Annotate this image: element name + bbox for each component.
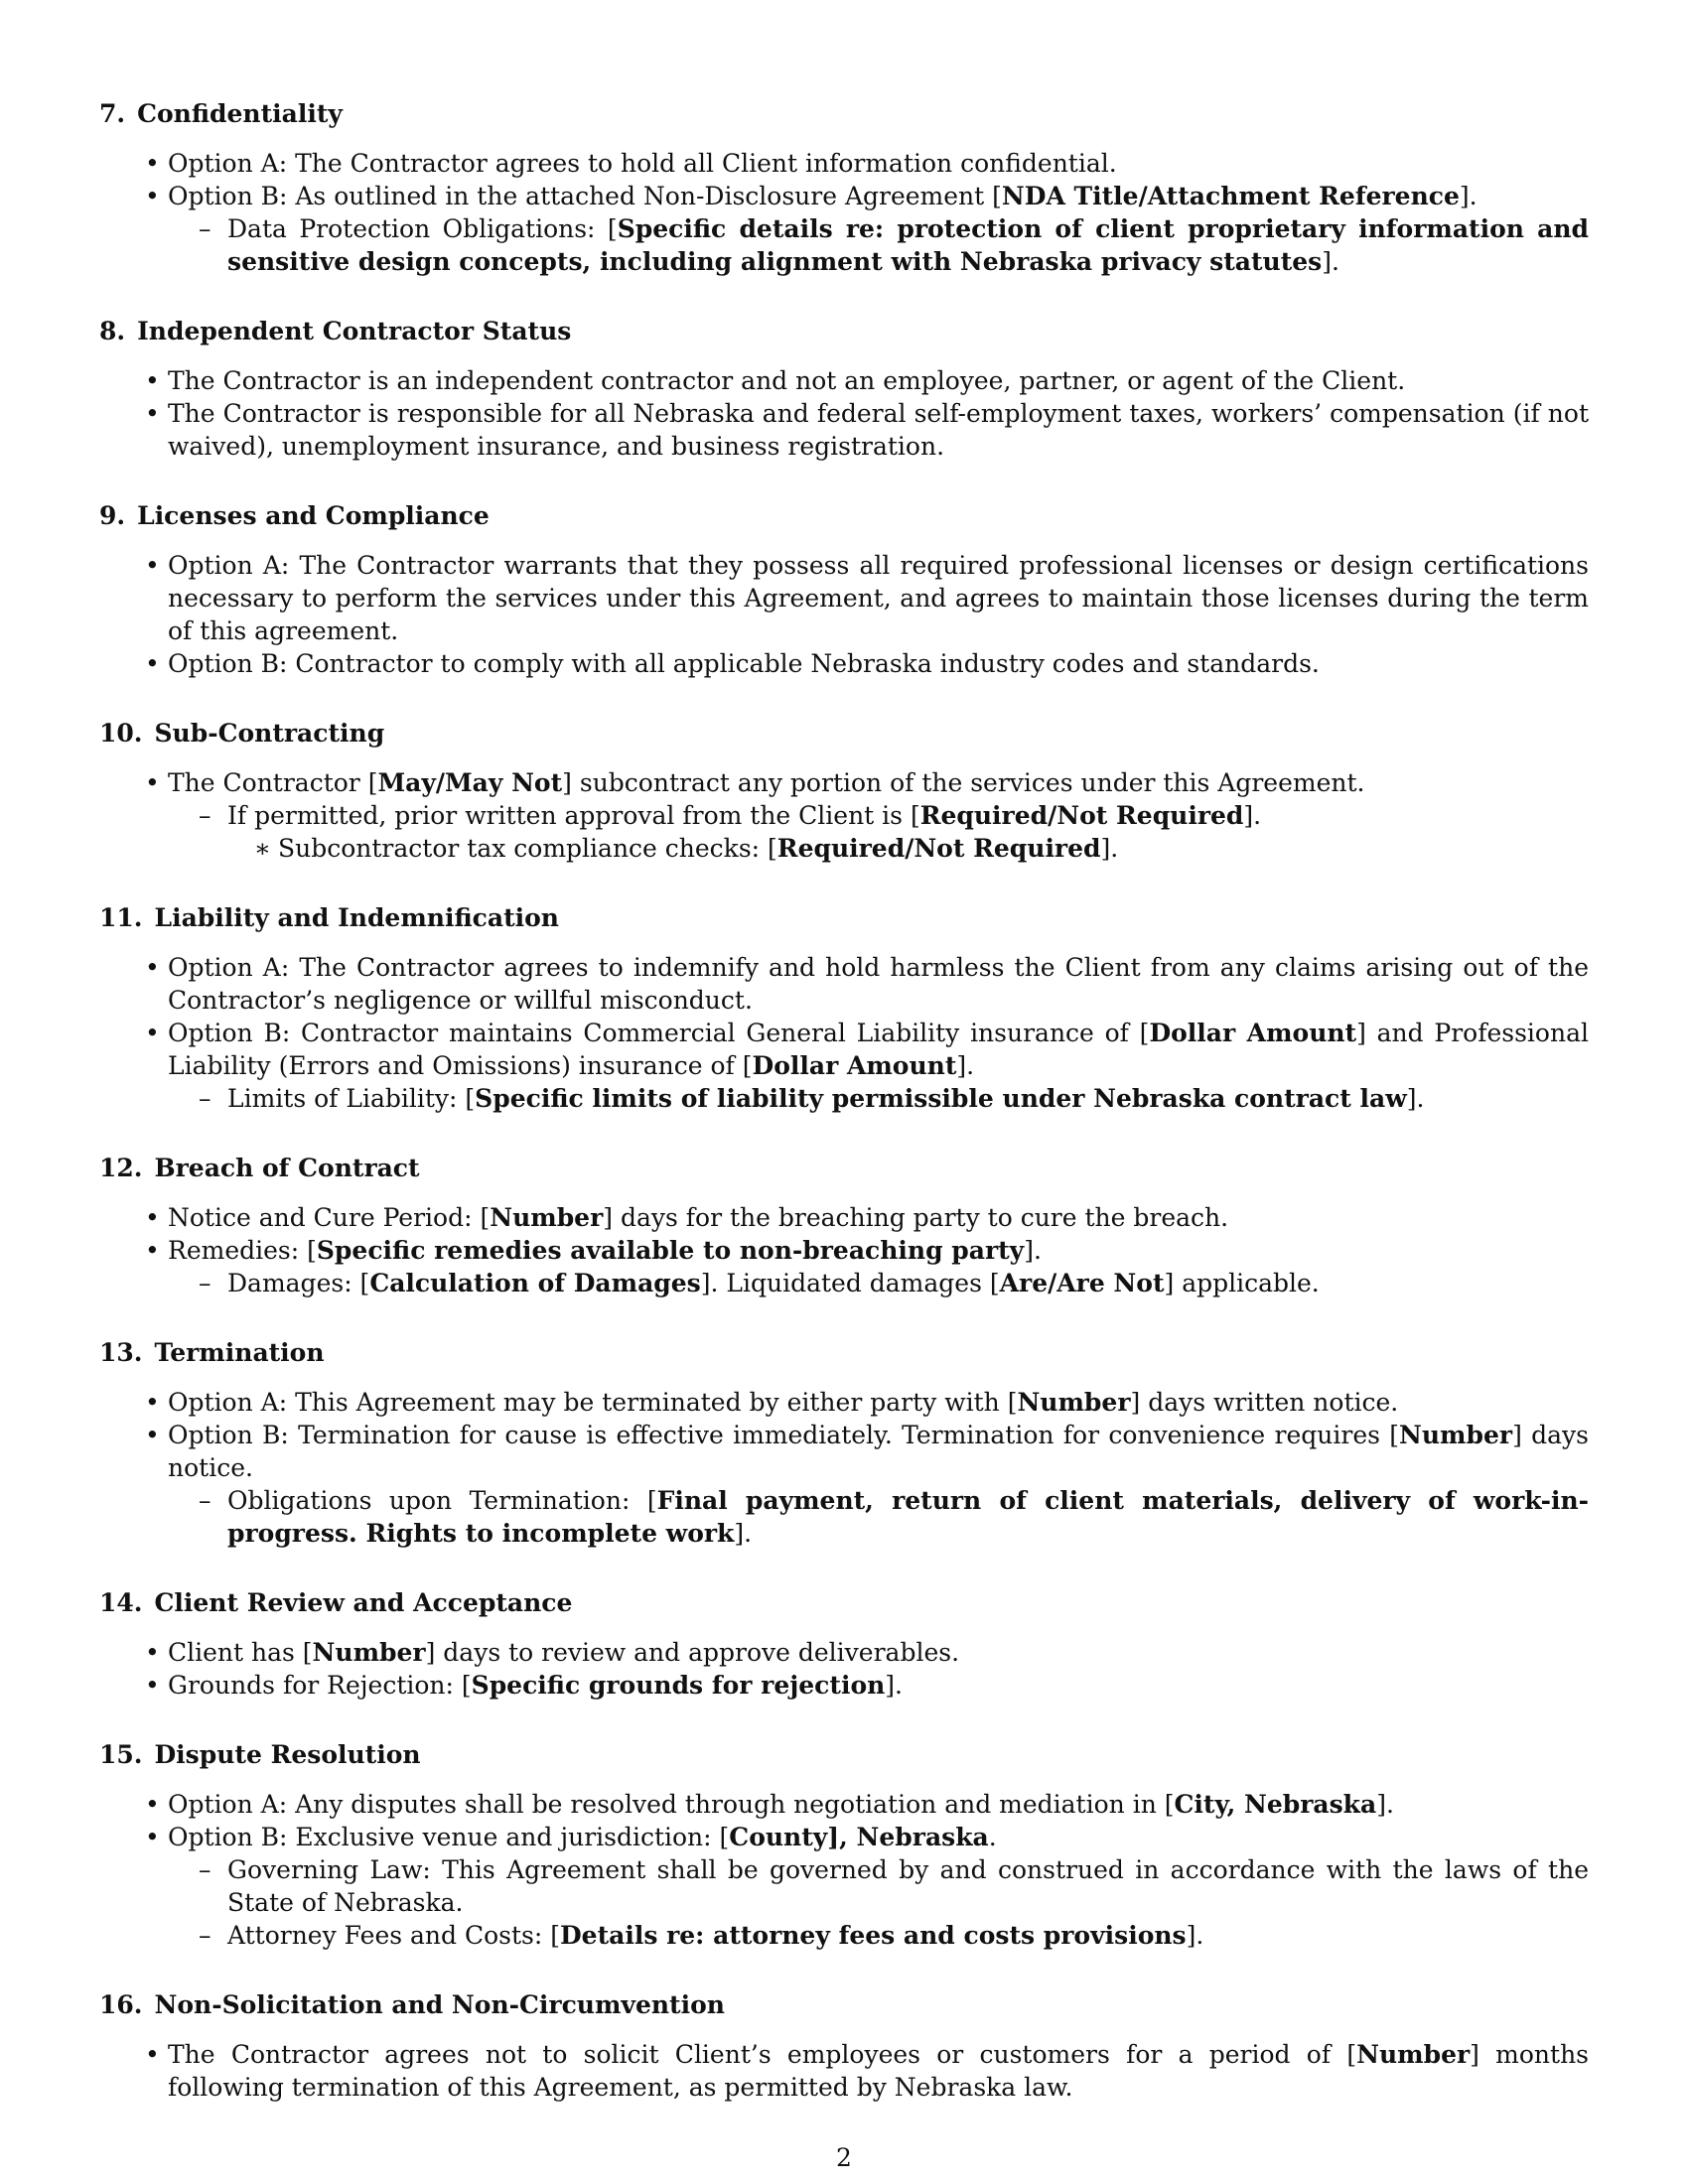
section-licenses [99, 499, 1589, 680]
list-item: • Option B: Contractor to comply with all applicable Nebraska industry codes and standards. [145, 649, 1320, 678]
document-page [99, 97, 1589, 2140]
bullet-list [99, 549, 1589, 680]
list-item: • Client has [Number] days to review and approve deliverables. [145, 1638, 960, 1667]
list-item: • The Contractor is responsible for all Nebraska and federal self-employment taxes, workers’ compensation (if not waived), unemployment insurance, and business registration. [145, 399, 1589, 461]
section-heading: 16. Non-Solicitation and Non-Circumvention [99, 1990, 725, 2019]
list-item: • Option A: The Contractor agrees to indemnify and hold harmless the Client from any claims arising out of the Contractor’s negligence or willful misconduct. [145, 953, 1589, 1015]
list-item: • Option A: The Contractor agrees to hold all Client information confidential. [145, 149, 1117, 178]
section-non-solicitation [99, 1988, 1589, 2104]
section-confidentiality [99, 97, 1589, 278]
sub-list-item: – Data Protection Obligations: [Specific details re: protection of client proprietary information and sensitive design concepts, including alignment with Nebraska privacy statutes]. [199, 214, 1590, 276]
section-independent-contractor [99, 315, 1589, 463]
list-item: • Grounds for Rejection: [Specific grounds for rejection]. [145, 1671, 903, 1700]
section-termination [99, 1336, 1589, 1550]
bullet-list [99, 1386, 1589, 1550]
list-item: • Remedies: [Specific remedies available to non-breaching party]. [145, 1236, 1042, 1265]
list-item: • Option B: As outlined in the attached Non-Disclosure Agreement [NDA Title/Attachment Reference]. [145, 182, 1477, 210]
list-item: • The Contractor is an independent contractor and not an employee, partner, or agent of the Client. [145, 366, 1406, 395]
section-heading: 14. Client Review and Acceptance [99, 1588, 573, 1617]
sub-list-item: – Attorney Fees and Costs: [Details re: attorney fees and costs provisions]. [199, 1921, 1204, 1950]
section-heading: 12. Breach of Contract [99, 1154, 420, 1182]
list-item: • Option A: Any disputes shall be resolved through negotiation and mediation in [City, Nebraska]. [145, 1790, 1394, 1819]
section-heading: 13. Termination [99, 1338, 325, 1367]
list-item: • Notice and Cure Period: [Number] days for the breaching party to cure the breach. [145, 1203, 1229, 1232]
bullet-list [99, 364, 1589, 463]
section-heading: 7. Confidentiality [99, 99, 343, 128]
sub-list-item: – Damages: [Calculation of Damages]. Liquidated damages [Are/Are Not] applicable. [199, 1269, 1320, 1297]
sub-list-item: – Obligations upon Termination: [Final payment, return of client materials, delivery of work-in-progress. Rights to incomplete work]. [199, 1486, 1590, 1548]
page-number: 2 [836, 2143, 852, 2172]
list-item: • Option A: The Contractor warrants that they possess all required professional licenses or design certifications necessary to perform the services under this Agreement, and agrees to maintain those licenses during the term of this agreement. [145, 551, 1589, 645]
list-item: • The Contractor [May/May Not] subcontract any portion of the services under this Agreement. [145, 768, 1365, 797]
section-heading: 15. Dispute Resolution [99, 1740, 421, 1769]
section-heading: 9. Licenses and Compliance [99, 501, 490, 530]
sub-list-item: – If permitted, prior written approval from the Client is [Required/Not Required]. [199, 801, 1262, 830]
bullet-list [99, 766, 1589, 865]
section-dispute-resolution [99, 1738, 1589, 1952]
list-item: • Option A: This Agreement may be terminated by either party with [Number] days written notice. [145, 1388, 1399, 1417]
list-item: • The Contractor agrees not to solicit Client’s employees or customers for a period of [Number] months following termination of this Agreement, as permitted by Nebraska law. [145, 2040, 1589, 2102]
list-item: • Option B: Contractor maintains Commercial General Liability insurance of [Dollar Amount] and Professional Liability (Errors and Omissions) insurance of [Dollar Amount]. [145, 1019, 1589, 1080]
section-sub-contracting [99, 717, 1589, 865]
sub-list-item: – Limits of Liability: [Specific limits of liability permissible under Nebraska contract law]. [199, 1084, 1425, 1113]
bullet-list [99, 147, 1589, 278]
bullet-list [99, 2038, 1589, 2104]
bullet-list [99, 1201, 1589, 1299]
sub-list-item: – Governing Law: This Agreement shall be governed by and construed in accordance with the laws of the State of Nebraska. [199, 1855, 1589, 1917]
section-heading: 10. Sub-Contracting [99, 719, 385, 748]
section-heading: 8. Independent Contractor Status [99, 317, 572, 345]
bullet-list [99, 951, 1589, 1115]
list-item: • Option B: Exclusive venue and jurisdiction: [County], Nebraska. [145, 1823, 997, 1851]
section-breach [99, 1152, 1589, 1299]
list-item: • Option B: Termination for cause is effective immediately. Termination for convenience requires [Number] days notice. [145, 1421, 1590, 1482]
section-liability [99, 901, 1589, 1115]
section-client-review [99, 1586, 1589, 1702]
section-heading: 11. Liability and Indemnification [99, 903, 559, 932]
bullet-list [99, 1788, 1589, 1952]
sub-sub-list-item: ∗ Subcontractor tax compliance checks: [Required/Not Required]. [254, 834, 1119, 863]
bullet-list [99, 1636, 1589, 1702]
